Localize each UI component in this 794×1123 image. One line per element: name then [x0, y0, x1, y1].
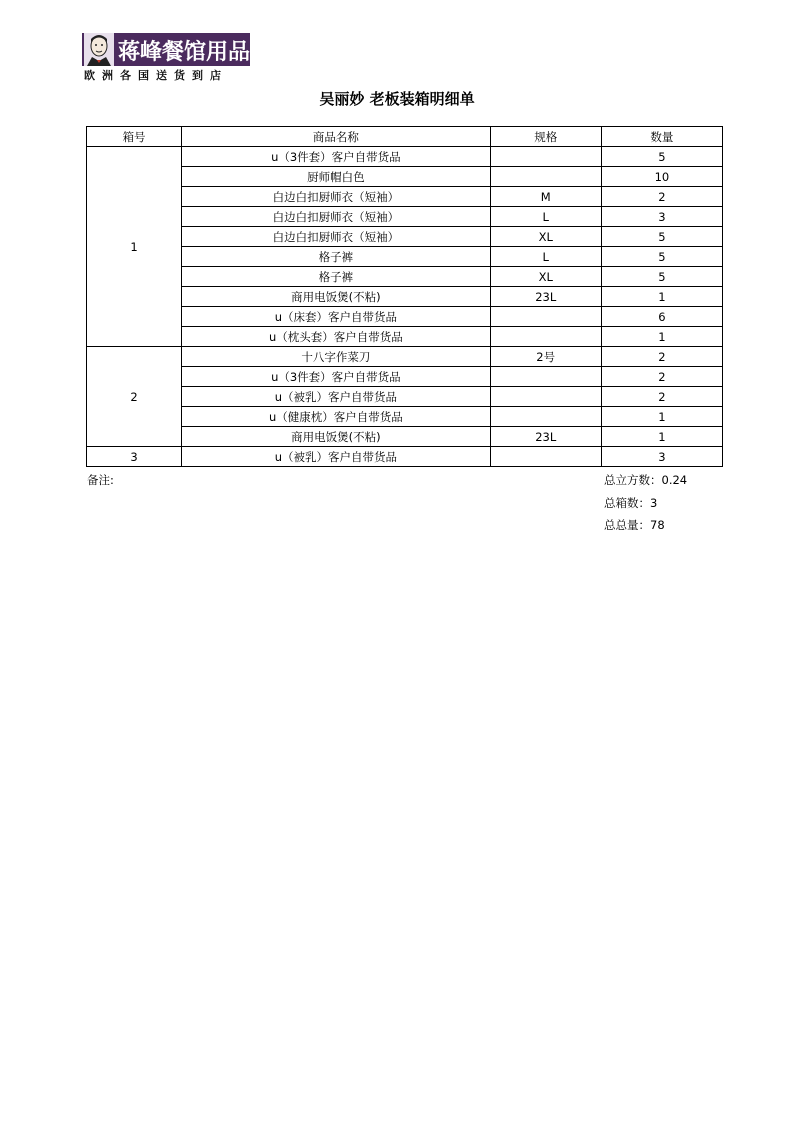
product-name-cell: u（3件套）客户自带货品 [182, 147, 490, 167]
logo-subtitle: 欧洲各国送货到店 [84, 69, 228, 82]
header-quantity: 数量 [601, 127, 722, 147]
total-volume: 总立方数：0.24 [604, 473, 688, 487]
table-row [87, 447, 723, 467]
box-number-cell: 3 [87, 447, 182, 467]
table-row [87, 247, 723, 267]
quantity-cell: 2 [601, 347, 722, 367]
product-name-cell: u（被乳）客户自带货品 [182, 387, 490, 407]
product-name-cell: u（健康枕）客户自带货品 [182, 407, 490, 427]
summary-block [604, 469, 687, 537]
spec-cell: L [490, 247, 601, 267]
packing-list-table [86, 126, 723, 467]
quantity-cell: 3 [601, 207, 722, 227]
logo-band [82, 33, 250, 66]
header-product-name: 商品名称 [182, 127, 490, 147]
product-name-cell: 格子裤 [182, 247, 490, 267]
spec-cell [490, 447, 601, 467]
spec-cell: XL [490, 267, 601, 287]
quantity-cell: 5 [601, 267, 722, 287]
product-name-cell: 厨师帽白色 [182, 167, 490, 187]
table-row [87, 347, 723, 367]
product-name-cell: u（3件套）客户自带货品 [182, 367, 490, 387]
product-name-cell: 格子裤 [182, 267, 490, 287]
table-row [87, 287, 723, 307]
table-row [87, 387, 723, 407]
remarks-label: 备注: [87, 473, 114, 487]
quantity-cell: 2 [601, 367, 722, 387]
table-row [87, 427, 723, 447]
quantity-cell: 2 [601, 187, 722, 207]
quantity-cell: 1 [601, 287, 722, 307]
spec-cell: 2号 [490, 347, 601, 367]
chef-portrait-icon [84, 33, 114, 66]
quantity-cell: 1 [601, 407, 722, 427]
product-name-cell: 白边白扣厨师衣（短袖） [182, 187, 490, 207]
quantity-cell: 10 [601, 167, 722, 187]
spec-cell [490, 167, 601, 187]
table-row [87, 407, 723, 427]
table-row [87, 307, 723, 327]
quantity-cell: 3 [601, 447, 722, 467]
table-row [87, 267, 723, 287]
spec-cell [490, 307, 601, 327]
quantity-cell: 2 [601, 387, 722, 407]
spec-cell: M [490, 187, 601, 207]
table-row [87, 327, 723, 347]
spec-cell [490, 387, 601, 407]
logo-title: 蒋峰餐馆用品 [118, 40, 251, 65]
total-boxes: 总箱数：3 [604, 495, 658, 510]
quantity-cell: 5 [601, 227, 722, 247]
spec-cell: 23L [490, 287, 601, 307]
product-name-cell: 十八字作菜刀 [182, 347, 490, 367]
header-spec: 规格 [490, 127, 601, 147]
total-quantity: 总总量：78 [604, 518, 665, 532]
table-row [87, 167, 723, 187]
product-name-cell: u（床套）客户自带货品 [182, 307, 490, 327]
table-row [87, 147, 723, 167]
product-name-cell: 白边白扣厨师衣（短袖） [182, 227, 490, 247]
header-box-number: 箱号 [87, 127, 182, 147]
product-name-cell: 商用电饭煲(不粘) [182, 287, 490, 307]
table-row [87, 367, 723, 387]
product-name-cell: u（枕头套）客户自带货品 [182, 327, 490, 347]
box-number-cell: 1 [87, 147, 182, 347]
spec-cell [490, 367, 601, 387]
product-name-cell: 白边白扣厨师衣（短袖） [182, 207, 490, 227]
quantity-cell: 6 [601, 307, 722, 327]
company-logo [82, 33, 252, 81]
spec-cell [490, 327, 601, 347]
spec-cell [490, 407, 601, 427]
quantity-cell: 1 [601, 327, 722, 347]
quantity-cell: 1 [601, 427, 722, 447]
table-header-row [87, 127, 723, 147]
box-number-cell: 2 [87, 347, 182, 447]
product-name-cell: 商用电饭煲(不粘) [182, 427, 490, 447]
table-row [87, 187, 723, 207]
table-row [87, 227, 723, 247]
spec-cell: L [490, 207, 601, 227]
quantity-cell: 5 [601, 247, 722, 267]
document-title: 吴丽妙 老板装箱明细单 [319, 90, 475, 108]
table-row [87, 207, 723, 227]
spec-cell [490, 147, 601, 167]
product-name-cell: u（被乳）客户自带货品 [182, 447, 490, 467]
spec-cell: XL [490, 227, 601, 247]
spec-cell: 23L [490, 427, 601, 447]
quantity-cell: 5 [601, 147, 722, 167]
